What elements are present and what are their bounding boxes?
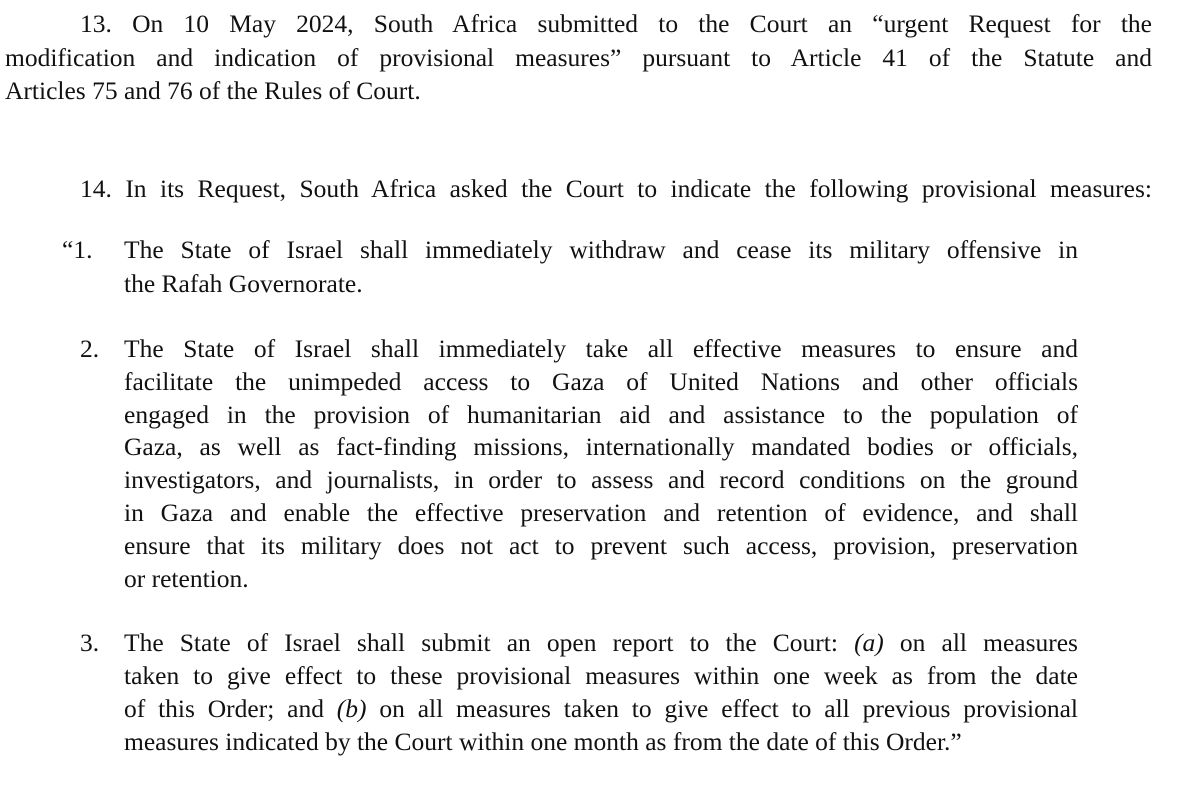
paragraph-14-line-1: 14. In its Request, South Africa asked the Court to indicate the following provisional measures:	[80, 174, 1152, 203]
measure-3-line-3-text-c: on all measures taken to give effect to all previous provisional	[366, 694, 1078, 723]
measure-3-line-1-text-c: on all measures	[883, 628, 1078, 657]
measure-3-line-1	[124, 626, 1078, 659]
measure-3-item-a-marker: (a)	[854, 628, 884, 657]
measure-2-line-6: in Gaza and enable the effective preservation and retention of evidence, and shall	[124, 498, 1078, 527]
measure-1-number: “1.	[62, 235, 93, 264]
measure-3-line-1-text-a: The State of Israel shall submit an open report to the Court:	[124, 628, 855, 657]
paragraph-13-line-3: Articles 75 and 76 of the Rules of Court.	[5, 76, 421, 105]
measure-3-line-3	[124, 692, 1078, 725]
measure-2-line-1: The State of Israel shall immediately take all effective measures to ensure and	[124, 334, 1078, 363]
measure-2-line-5: investigators, and journalists, in order to assess and record conditions on the ground	[124, 465, 1078, 494]
measure-2-line-3: engaged in the provision of humanitarian aid and assistance to the population of	[124, 400, 1078, 429]
measure-3-line-2: taken to give effect to these provisional measures within one week as from the date	[124, 661, 1078, 690]
measure-1-line-1: The State of Israel shall immediately withdraw and cease its military offensive in	[124, 235, 1078, 264]
paragraph-13-line-2: modification and indication of provisional measures” pursuant to Article 41 of the Statute and	[5, 43, 1152, 72]
measure-3-number: 3.	[80, 628, 100, 657]
measure-2-line-2: facilitate the unimpeded access to Gaza of United Nations and other officials	[124, 367, 1078, 396]
measure-3-item-b-marker: (b)	[336, 694, 367, 723]
measure-3-line-3-text-a: of this Order; and	[124, 694, 337, 723]
measure-2-line-8: or retention.	[124, 564, 249, 593]
measure-2-line-7: ensure that its military does not act to prevent such access, provision, preservation	[124, 531, 1078, 560]
measure-1-line-2: the Rafah Governorate.	[124, 269, 363, 298]
paragraph-13-line-1: 13. On 10 May 2024, South Africa submitted to the Court an “urgent Request for the	[80, 9, 1152, 38]
measure-3-line-4: measures indicated by the Court within one month as from the date of this Order.”	[124, 727, 962, 756]
measure-2-line-4: Gaza, as well as fact-finding missions, internationally mandated bodies or officials,	[124, 432, 1078, 461]
measure-2-number: 2.	[80, 334, 100, 363]
